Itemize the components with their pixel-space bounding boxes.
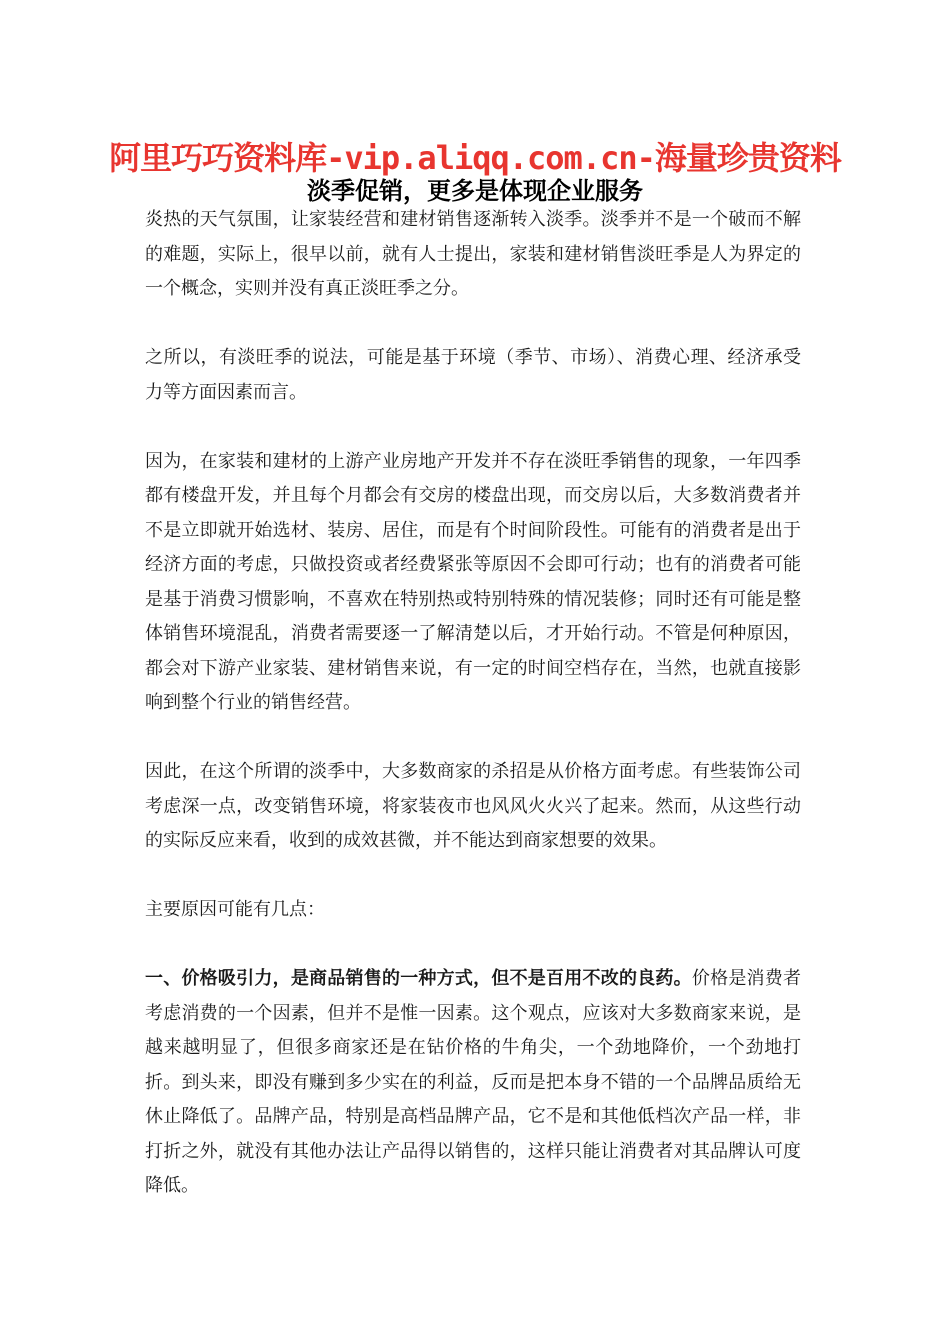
paragraph-price-tactics: 因此，在这个所谓的淡季中，大多数商家的杀招是从价格方面考虑。有些装饰公司考虑深一点，改变销售环境，将家装夜市也风风火火兴了起来。然而，从这些行动的实际反应来看，收到的成效甚微，并不能达到商家想要的效果。 bbox=[145, 761, 801, 851]
article-body bbox=[145, 203, 801, 1204]
watermark-banner: 阿里巧巧资料库-vip.aliqq.com.cn-海量珍贵资料 bbox=[109, 139, 841, 177]
paragraph-main-reasons: 主要原因可能有几点： bbox=[145, 899, 325, 920]
paragraph-explanation: 因为，在家装和建材的上游产业房地产开发并不存在淡旺季销售的现象，一年四季都有楼盘开发，并且每个月都会有交房的楼盘出现，而交房以后，大多数消费者并不是立即就开始选材、装房、居住，而是有个时间阶段性。可能有的消费者是出于经济方面的考虑，只做投资或者经费紧张等原因不会即可行动；也有的消费者可能是基于消费习惯影响，不喜欢在特别热或特别特殊的情况装修；同时还有可能是整体销售环境混乱，消费者需要逐一了解清楚以后，才开始行动。不管是何种原因，都会对下游产业家装、建材销售来说，有一定的时间空档存在，当然，也就直接影响到整个行业的销售经营。 bbox=[145, 450, 801, 713]
point-one-text: 价格是消费者考虑消费的一个因素，但并不是惟一因素。这个观点，应该对大多数商家来说，是越来越明显了，但很多商家还是在钻价格的牛角尖，一个劲地降价，一个劲地打折。到头来，即没有赚到多少实在的利益，反而是把本身不错的一个品牌品质给无休止降低了。品牌产品，特别是高档品牌产品，它不是和其他低档次产品一样，非打折之外，就没有其他办法让产品得以销售的，这样只能让消费者对其品牌认可度降低。 bbox=[145, 968, 802, 1196]
paragraph-intro: 炎热的天气氛围，让家装经营和建材销售逐渐转入淡季。淡季并不是一个破而不解的难题，实际上，很早以前，就有人士提出，家装和建材销售淡旺季是人为界定的一个概念，实则并没有真正淡旺季之分。 bbox=[145, 209, 801, 299]
paragraph-reason: 之所以，有淡旺季的说法，可能是基于环境（季节、市场）、消费心理、经济承受力等方面因素而言。 bbox=[145, 347, 801, 403]
document-title: 淡季促销，更多是体现企业服务 bbox=[307, 177, 643, 205]
point-one-heading: 一、价格吸引力，是商品销售的一种方式，但不是百用不改的良药。 bbox=[145, 968, 692, 989]
paragraph-point-one bbox=[145, 962, 801, 1204]
